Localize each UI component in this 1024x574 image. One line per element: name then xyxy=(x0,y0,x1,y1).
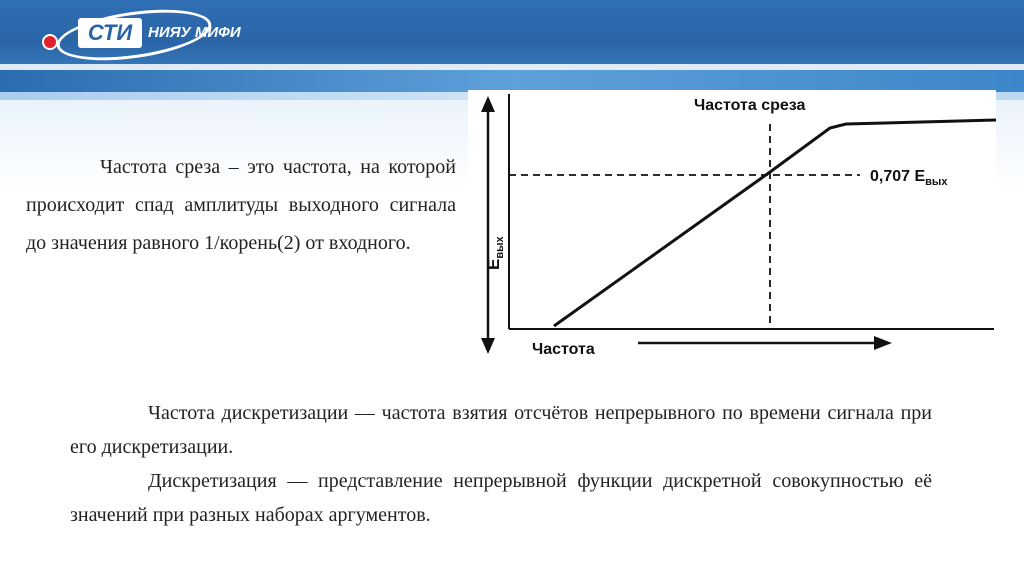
logo-brand: СТИ xyxy=(87,20,133,45)
x-axis-label: Частота xyxy=(532,341,595,356)
level-label-main: 0,707 E xyxy=(870,168,926,185)
sampling-definition: Дискретизация — представление непрерывной функции дискретной совокупностью её значений при разных наборах аргументов. xyxy=(70,470,932,526)
x-arrow-right-icon xyxy=(874,336,892,350)
logo-subtitle: НИЯУ МИФИ xyxy=(148,24,241,41)
cutoff-diagram xyxy=(468,90,996,356)
y-axis-label-main: E xyxy=(484,258,503,270)
level-label xyxy=(870,168,948,188)
cutoff-label: Частота среза xyxy=(694,97,806,114)
logo xyxy=(22,8,241,60)
level-label-sub: вых xyxy=(925,176,948,188)
logo-badge xyxy=(78,18,142,48)
sampling-rate-definition: Частота дискретизации — частота взятия отсчётов непрерывного по времени сигнала при его дискретизации. xyxy=(70,402,932,458)
response-curve xyxy=(554,120,996,326)
diagram-svg xyxy=(468,90,996,356)
cutoff-definition: Частота среза – это частота, на которой происходит спад амплитуды выходного сигнала до значения равного 1/корень(2) от входного. xyxy=(26,156,456,254)
y-arrow-down-icon xyxy=(481,338,495,354)
header-stripe xyxy=(0,70,1024,92)
y-axis-label-sub: вых xyxy=(494,236,506,259)
sampling-definitions xyxy=(70,396,932,532)
y-arrow-up-icon xyxy=(481,96,495,112)
logo-dot xyxy=(42,34,58,50)
